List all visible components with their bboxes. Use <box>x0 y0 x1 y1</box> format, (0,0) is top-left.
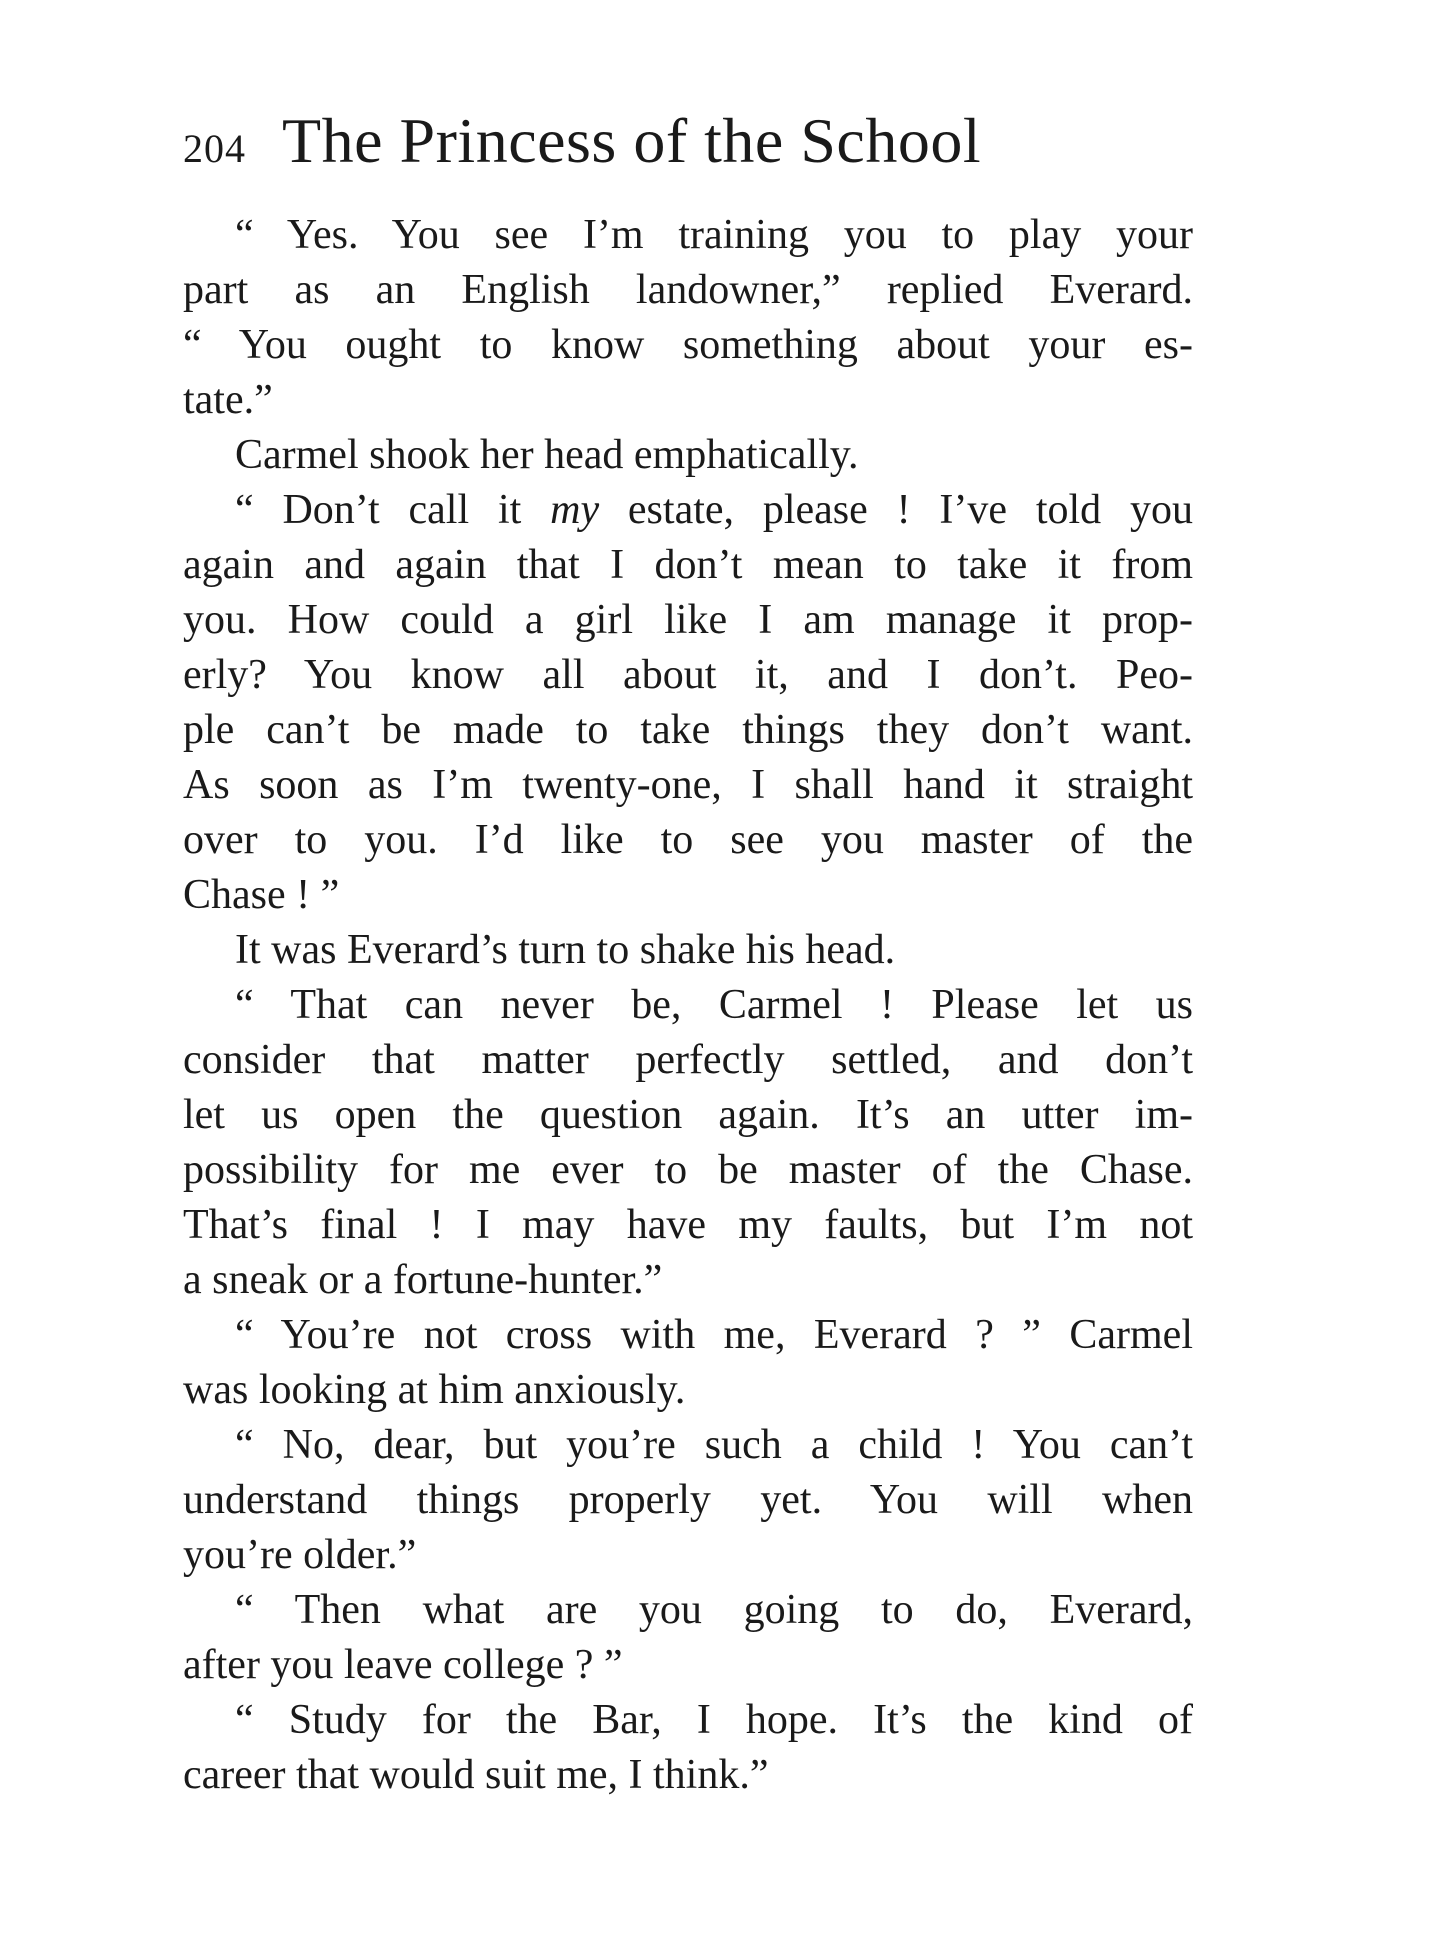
text-line: ple can’t be made to take things they don’t want. <box>183 707 1193 753</box>
text-line: let us open the question again. It’s an utter im- <box>183 1092 1193 1138</box>
text-line: over to you. I’d like to see you master of the <box>183 817 1193 863</box>
text-line: possibility for me ever to be master of the Chase. <box>183 1147 1193 1193</box>
running-head <box>183 104 1193 184</box>
text-line: “ No, dear, but you’re such a child ! You can’t <box>235 1422 1193 1468</box>
text-line: you’re older.” <box>183 1532 417 1578</box>
text-line: “ Yes. You see I’m training you to play your <box>235 212 1193 258</box>
text-line: career that would suit me, I think.” <box>183 1752 769 1798</box>
text-line: you. How could a girl like I am manage it prop- <box>183 597 1193 643</box>
text-line: “ You ought to know something about your es- <box>183 322 1193 368</box>
text-line: a sneak or a fortune-hunter.” <box>183 1257 663 1303</box>
text-line: “ You’re not cross with me, Everard ? ” Carmel <box>235 1312 1193 1358</box>
text-line: “ That can never be, Carmel ! Please let us <box>235 982 1193 1028</box>
text-line: consider that matter perfectly settled, and don’t <box>183 1037 1193 1083</box>
text-line: That’s final ! I may have my faults, but I’m not <box>183 1202 1193 1248</box>
text-line: again and again that I don’t mean to take it from <box>183 542 1193 588</box>
book-title: The Princess of the School <box>282 105 982 176</box>
text-line: Chase ! ” <box>183 872 340 918</box>
text-line-start: “ Don’t call it <box>235 487 551 533</box>
text-line: As soon as I’m twenty-one, I shall hand it straight <box>183 762 1193 808</box>
text-line: understand things properly yet. You will when <box>183 1477 1193 1523</box>
body-text <box>183 208 1193 1803</box>
text-line-end: estate, please ! I’ve told you <box>599 487 1193 533</box>
page-number: 204 <box>183 126 246 171</box>
text-line: erly? You know all about it, and I don’t. Peo- <box>183 652 1193 698</box>
text-line: “ Then what are you going to do, Everard, <box>235 1587 1193 1633</box>
emphasized-word: my <box>550 487 600 533</box>
text-line: after you leave college ? ” <box>183 1642 623 1688</box>
text-line: part as an English landowner,” replied Everard. <box>183 267 1193 313</box>
text-line: It was Everard’s turn to shake his head. <box>235 927 896 973</box>
text-line: was looking at him anxiously. <box>183 1367 686 1413</box>
text-line: Carmel shook her head emphatically. <box>235 432 859 478</box>
text-line: tate.” <box>183 377 273 423</box>
text-line <box>183 483 1193 538</box>
text-line: “ Study for the Bar, I hope. It’s the kind of <box>235 1697 1193 1743</box>
